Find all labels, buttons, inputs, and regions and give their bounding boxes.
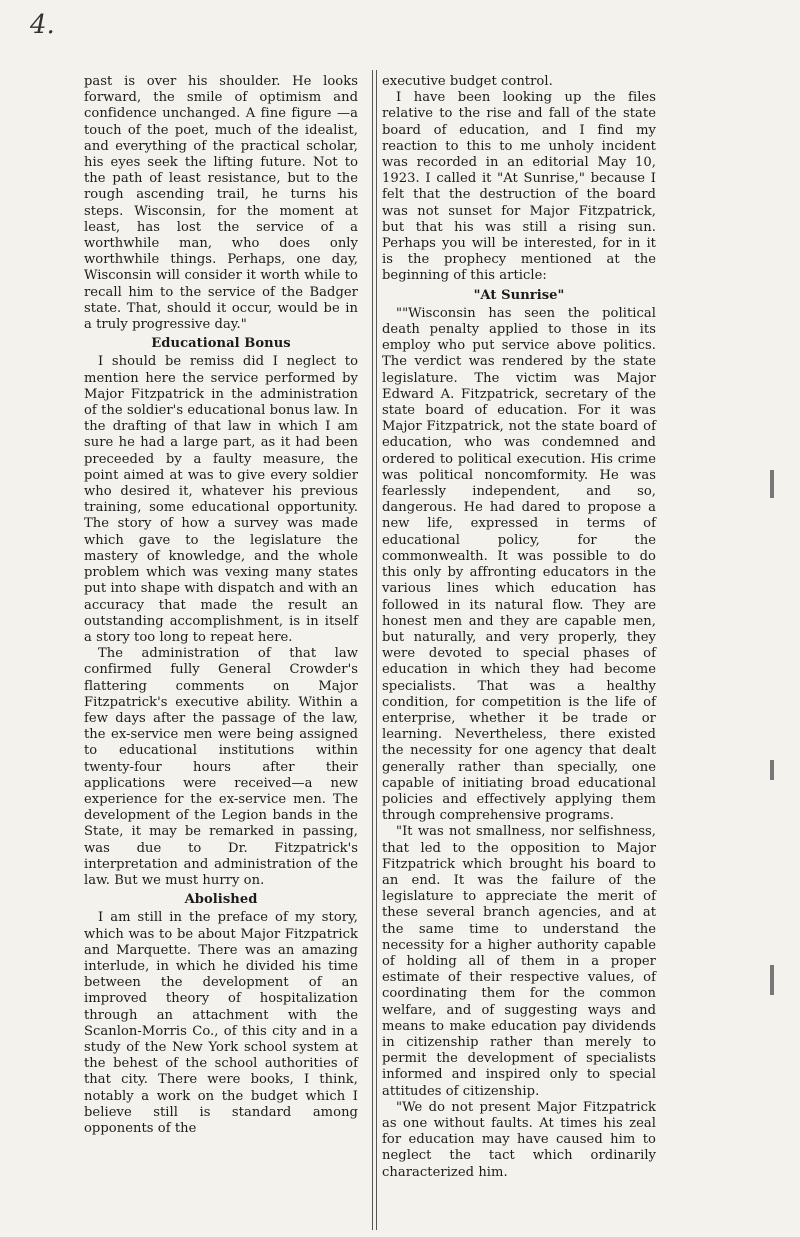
paragraph: past is over his shoulder. He looks forward, the smile of optimism and confidence unchanged. A fine figure —a touch of the poet, much of the idealist, and everything of the practical scholar, his eyes seek the lifting future. Not to the path of least resistance, but to the rough ascending trail, he turns his steps. Wisconsin, for the moment at least, has lost the service of a worthwhile man, who does only worthwhile things. Perhaps, one day, Wisconsin will consider it worth while to recall him to the service of the Badger state. That, should it occur, would be in a truly progressive day." bbox=[84, 74, 358, 333]
paragraph: "We do not present Major Fitzpatrick as one without faults. At times his zeal for education may have caused him to neglect the tact which ordinarily characterized him. bbox=[382, 1099, 656, 1180]
column-rule-right bbox=[376, 70, 377, 1230]
page-number: 4. bbox=[30, 10, 55, 40]
section-heading: Abolished bbox=[184, 892, 258, 908]
section-heading: Educational Bonus bbox=[151, 336, 291, 352]
paragraph: I should be remiss did I neglect to mention here the service performed by Major Fitzpatrick in the administration of the soldier's educational bonus law. In the drafting of that law in which I am sure he had a large part, as it had been preceeded by a faulty measure, the point aimed at was to give every soldier who desired it, whatever his previous training, some educational opportunity. The story of how a survey was made which gave to the legislature the mastery of knowledge, and the whole problem which was vexing many states put into shape with dispatch and with an accuracy that made the result an outstanding accomplishment, is in itself a story too long to repeat here. bbox=[84, 354, 358, 645]
section-heading: "At Sunrise" bbox=[473, 287, 565, 303]
paragraph: ""Wisconsin has seen the political death penalty applied to those in its employ who put service above politics. The verdict was rendered by the state legislature. The victim was Major Edward A. Fitzpatrick, secretary of the state board of education. For it was Major Fitzpatrick, not the state board of education, who was condemned and ordered to political execution. His crime was political noncomformity. He was fearlessly independent, and so, dangerous. He had dared to propose a new life, expressed in terms of educational policy, for the commonwealth. It was possible to do this only by affronting educators in the various lines which education has followed in its natural flow. They are honest men and they are capable men, but naturally, and very properly, they were devoted to special phases of education in which they had become specialists. That was a healthy condition, for competition is the life of enterprise, whether it be trade or learning. Nevertheless, there existed the necessity for one agency that dealt generally rather than specially, one capable of initiating broad educational policies and effectively applying them through comprehensive programs. bbox=[382, 305, 656, 824]
paragraph: I have been looking up the files relative to the rise and fall of the state board of education, and I find my reaction to this to me unholy incident was recorded in an editorial May 10, 1923. I called it "At Sunrise," because I felt that the destruction of the board was not sunset for Major Fitzpatrick, but that his was still a rising sun. Perhaps you will be interested, for in it is the prophecy mentioned at the beginning of this article: bbox=[382, 90, 656, 284]
margin-mark bbox=[770, 470, 774, 498]
paragraph: executive budget control. bbox=[382, 74, 553, 89]
paragraph: I am still in the preface of my story, which was to be about Major Fitzpatrick and Marquette. There was an amazing interlude, in which he divided his time between the development of an improved theory of hospitalization through an attachment with the Scanlon-Morris Co., of this city and in a study of the New York school system at the behest of the school authorities of that city. There were books, I think, notably a work on the budget which I believe still is standard among opponents of the bbox=[84, 910, 358, 1136]
margin-mark bbox=[770, 965, 774, 995]
margin-mark bbox=[770, 760, 774, 780]
paragraph: The administration of that law confirmed fully General Crowder's flattering comments on Major Fitzpatrick's executive ability. Within a few days after the passage of the law, the ex-service men were being assigned to educational institutions within twenty-four hours after their applications were received—a new experience for the ex-service men. The development of the Legion bands in the State, it may be remarked in passing, was due to Dr. Fitzpatrick's interpretation and administration of the law. But we must hurry on. bbox=[84, 646, 358, 888]
column-rule-left bbox=[372, 70, 373, 1230]
left-column bbox=[84, 74, 358, 1137]
right-column bbox=[382, 74, 656, 1181]
paragraph: "It was not smallness, nor selfishness, that led to the opposition to Major Fitzpatrick which brought his board to an end. It was the failure of the legislature to appreciate the merit of these several branch agencies, and at the same time to understand the necessity for a higher authority capable of holding all of them in a proper estimate of their respective values, of coordinating them for the common welfare, and of suggesting ways and means to make education pay dividends in citizenship rather than merely to permit the development of specialists informed and inspired only to special attitudes of citizenship. bbox=[382, 824, 656, 1099]
